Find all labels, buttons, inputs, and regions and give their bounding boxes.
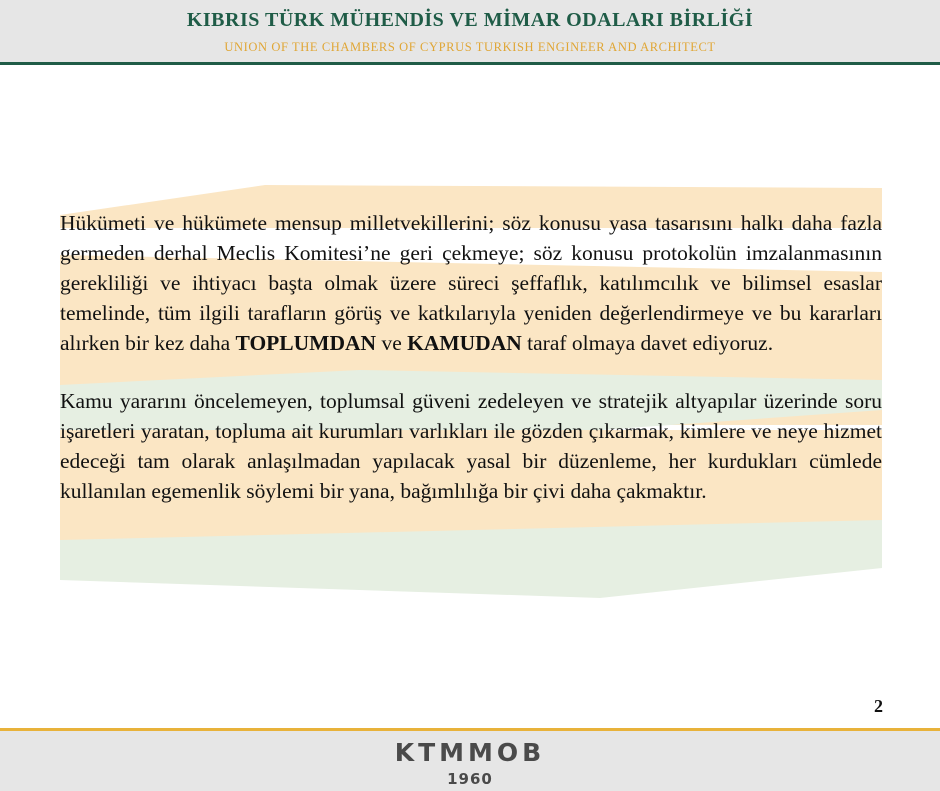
- bold-toplumdan: TOPLUMDAN: [235, 331, 377, 355]
- footer-year: 1960: [447, 770, 493, 788]
- page-footer: [0, 728, 940, 791]
- paragraph-text: Hükümeti ve hükümete mensup milletvekillerini; söz konusu yasa tasarısını halkı daha fazla germeden derhal Meclis Komitesi’ne geri çekmeye; söz konusu protokolün imzalanmasının gerekliliği ve ihtiyacı başta olmak üzere süreci şeffaflık, katılımcılık ve bilimsel esaslar temelinde, tüm ilgili tarafların görüş ve katkılarıyla yeniden değerlendirmeye ve bu kararları alırken bir kez daha: [60, 211, 882, 355]
- paragraph-text: ve: [376, 331, 408, 355]
- paragraph-call-to-action: [60, 208, 882, 358]
- document-body: [60, 208, 882, 506]
- organization-title: KIBRIS TÜRK MÜHENDİS VE MİMAR ODALARI BİRLİĞİ: [186, 9, 754, 31]
- paragraph-text: taraf olmaya davet ediyoruz.: [521, 331, 774, 355]
- footer-logo: KTMMOB: [394, 738, 546, 767]
- page-number: 2: [874, 696, 883, 716]
- paragraph-critique: Kamu yararını öncelemeyen, toplumsal güveni zedeleyen ve stratejik altyapılar üzerinde soru işaretleri yaratan, topluma ait kurumları varlıkları ile gözden çıkarmak, kimlere ve neye hizmet edeceği tam olarak anlaşılmadan yapılacak yasal bir düzenleme, her kurdukları cümlede kullanılan egemenlik söylemi bir yana, bağımlılığa bir çivi daha çakmaktır.: [60, 389, 882, 503]
- organization-subtitle: UNION OF THE CHAMBERS OF CYPRUS TURKISH ENGINEER AND ARCHITECT: [224, 40, 716, 54]
- bold-kamudan: KAMUDAN: [407, 331, 522, 355]
